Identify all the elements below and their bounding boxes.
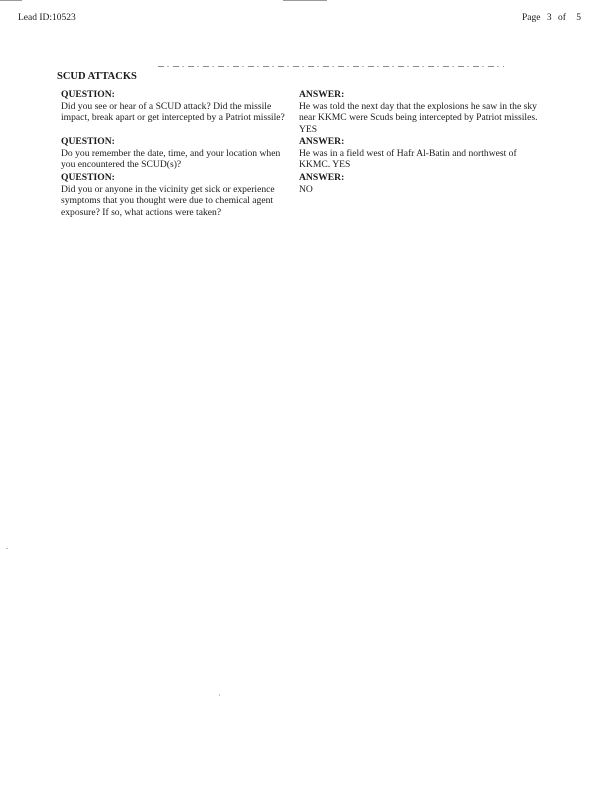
question-block: [61, 89, 293, 124]
lead-id: Lead ID:10523: [18, 13, 76, 23]
answer-text: He was in a field west of Hafr Al-Batin and northwest of KKMC. YES: [299, 147, 517, 171]
scan-speck: [219, 694, 220, 696]
page-number: [522, 13, 581, 23]
question-block: [61, 172, 293, 218]
top-edge-rule-left: [0, 0, 22, 1]
question-block: [61, 136, 293, 171]
answer-text: He was told the next day that the explosions he saw in the sky near KKMC were Scuds being intercepted by Patriot missiles. YES: [299, 100, 538, 135]
top-edge-rule-center: [283, 0, 327, 1]
answer-label: ANSWER:: [299, 172, 345, 183]
answer-label: ANSWER:: [299, 136, 345, 147]
answer-block: [299, 89, 549, 135]
answer-text: NO: [299, 183, 313, 195]
answer-label: ANSWER:: [299, 89, 345, 100]
question-text: Do you remember the date, time, and your location when you encountered the SCUD(s)?: [61, 147, 281, 171]
question-label: QUESTION:: [61, 136, 115, 147]
question-text: Did you or anyone in the vicinity get sick or experience symptoms that you thought were due to chemical agent exposure? If so, what actions were taken?: [61, 183, 275, 218]
answer-block: [299, 172, 549, 195]
section-title: SCUD ATTACKS: [57, 71, 137, 82]
question-label: QUESTION:: [61, 89, 115, 100]
page-total: 5: [576, 13, 582, 23]
scan-artifact-line: [158, 66, 504, 67]
page-word: Page: [522, 13, 541, 23]
scan-speck: [6, 548, 8, 549]
question-text: Did you see or hear of a SCUD attack? Did the missile impact, break apart or get intercepted by a Patriot missile?: [61, 100, 285, 124]
page-current: 3: [546, 13, 552, 23]
question-label: QUESTION:: [61, 172, 115, 183]
answer-block: [299, 136, 549, 171]
page-of: of: [557, 13, 566, 23]
